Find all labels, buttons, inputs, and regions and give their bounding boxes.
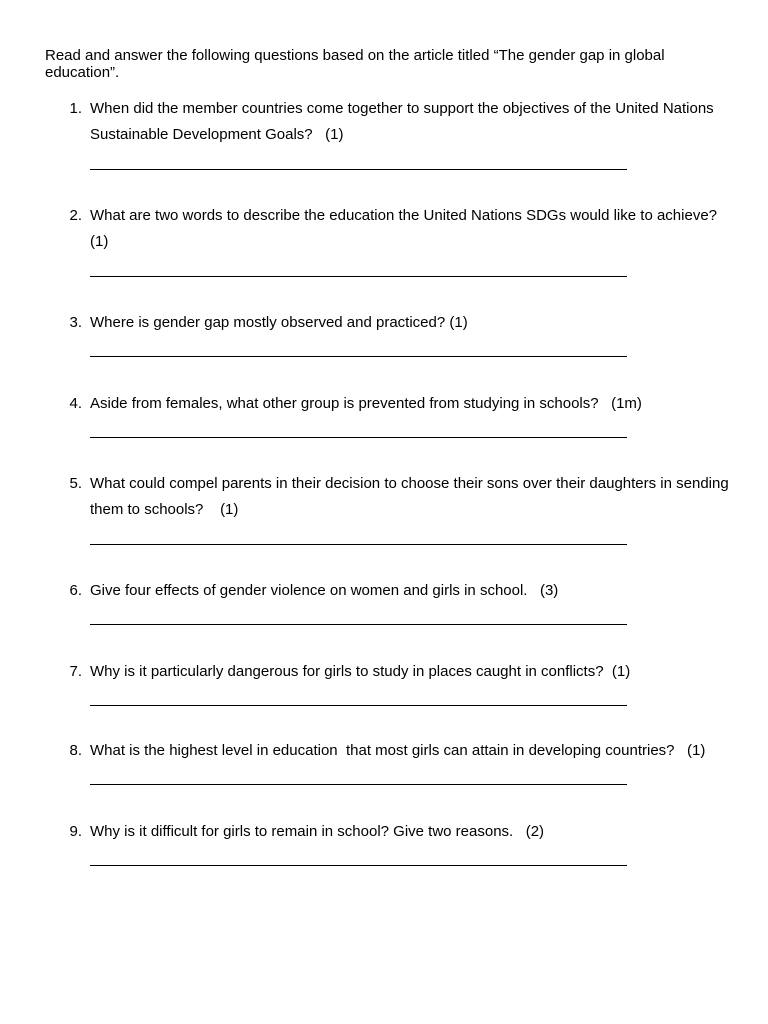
worksheet-instructions: Read and answer the following questions based on the article titled “The gender gap in global education”. <box>45 47 665 81</box>
question-number: 3. <box>69 314 82 331</box>
question-text: Give four effects of gender violence on women and girls in school. (3) <box>90 582 559 599</box>
question-text: What is the highest level in education that most girls can attain in developing countries? (1) <box>90 742 706 759</box>
question-number: 9. <box>69 823 82 840</box>
question-number: 5. <box>69 475 82 492</box>
answer-line[interactable] <box>90 544 627 545</box>
answer-line[interactable] <box>90 865 627 866</box>
question-text: Where is gender gap mostly observed and practiced? (1) <box>90 314 468 331</box>
question-text: Why is it particularly dangerous for girls to study in places caught in conflicts? (1) <box>90 663 631 680</box>
question-text: What are two words to describe the education the United Nations SDGs would like to achieve? (1) <box>90 207 722 250</box>
answer-line[interactable] <box>90 784 627 785</box>
answer-line[interactable] <box>90 705 627 706</box>
question-number: 8. <box>69 742 82 759</box>
question-number: 7. <box>69 663 82 680</box>
question-number: 2. <box>69 207 82 224</box>
question-number: 6. <box>69 582 82 599</box>
question-text: Why is it difficult for girls to remain in school? Give two reasons. (2) <box>90 823 545 840</box>
answer-line[interactable] <box>90 437 627 438</box>
question-number: 4. <box>69 395 82 412</box>
question-number: 1. <box>69 100 82 117</box>
question-text: What could compel parents in their decision to choose their sons over their daughters in sending them to schools? (1) <box>90 475 733 518</box>
question-text: When did the member countries come together to support the objectives of the United Nations Sustainable Development Goals? (1) <box>90 100 718 143</box>
answer-line[interactable] <box>90 624 627 625</box>
question-text: Aside from females, what other group is prevented from studying in schools? (1m) <box>90 395 642 412</box>
answer-line[interactable] <box>90 276 627 277</box>
answer-line[interactable] <box>90 169 627 170</box>
answer-line[interactable] <box>90 356 627 357</box>
